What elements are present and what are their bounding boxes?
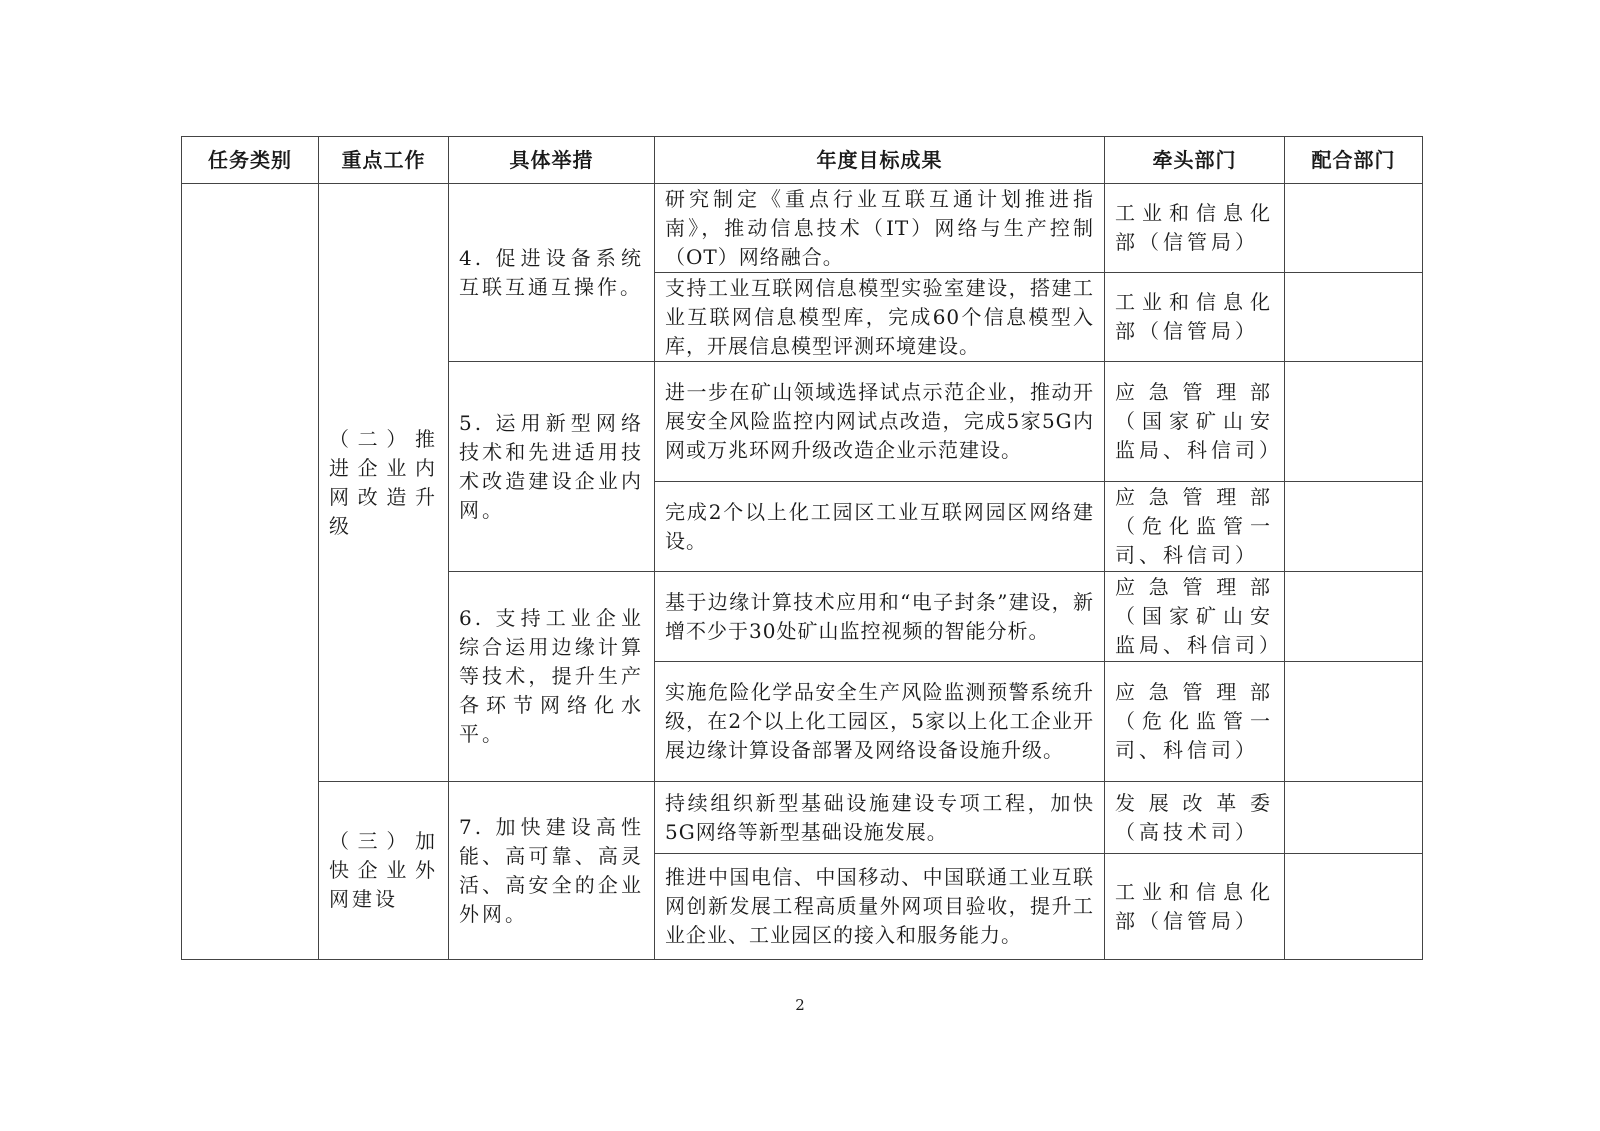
header-lead-dept: 牵头部门 bbox=[1105, 137, 1285, 184]
goal-cell: 持续组织新型基础设施建设专项工程，加快5G网络等新型基础设施发展。 bbox=[655, 782, 1105, 854]
header-coop-dept: 配合部门 bbox=[1285, 137, 1423, 184]
coop-dept-cell bbox=[1285, 184, 1423, 273]
coop-dept-cell bbox=[1285, 273, 1423, 362]
measure-cell: 5. 运用新型网络技术和先进适用技术改造建设企业内网。 bbox=[449, 362, 655, 572]
goal-cell: 进一步在矿山领域选择试点示范企业，推动开展安全风险监控内网试点改造，完成5家5G内网或万兆环网升级改造企业示范建设。 bbox=[655, 362, 1105, 482]
header-key-work: 重点工作 bbox=[319, 137, 449, 184]
key-work-cell: （三）加快企业外网建设 bbox=[319, 782, 449, 960]
header-category: 任务类别 bbox=[182, 137, 319, 184]
lead-dept-cell: 工业和信息化部（信管局） bbox=[1105, 184, 1285, 273]
coop-dept-cell bbox=[1285, 572, 1423, 662]
lead-dept-cell: 应急管理部（国家矿山安监局、科信司） bbox=[1105, 362, 1285, 482]
lead-dept-cell: 发展改革委（高技术司） bbox=[1105, 782, 1285, 854]
goal-cell: 基于边缘计算技术应用和“电子封条”建设，新增不少于30处矿山监控视频的智能分析。 bbox=[655, 572, 1105, 662]
page-number: 2 bbox=[795, 996, 805, 1014]
coop-dept-cell bbox=[1285, 662, 1423, 782]
lead-dept-cell: 应急管理部（危化监管一司、科信司） bbox=[1105, 482, 1285, 572]
lead-dept-cell: 应急管理部（危化监管一司、科信司） bbox=[1105, 662, 1285, 782]
lead-dept-cell: 工业和信息化部（信管局） bbox=[1105, 273, 1285, 362]
task-table bbox=[181, 136, 1423, 960]
table-row bbox=[182, 184, 1423, 273]
header-measure: 具体举措 bbox=[449, 137, 655, 184]
header-goal: 年度目标成果 bbox=[655, 137, 1105, 184]
goal-cell: 支持工业互联网信息模型实验室建设，搭建工业互联网信息模型库，完成60个信息模型入库，开展信息模型评测环境建设。 bbox=[655, 273, 1105, 362]
goal-cell: 研究制定《重点行业互联互通计划推进指南》，推动信息技术（IT）网络与生产控制（OT）网络融合。 bbox=[655, 184, 1105, 273]
goal-cell: 推进中国电信、中国移动、中国联通工业互联网创新发展工程高质量外网项目验收，提升工业企业、工业园区的接入和服务能力。 bbox=[655, 854, 1105, 960]
goal-cell: 实施危险化学品安全生产风险监测预警系统升级，在2个以上化工园区，5家以上化工企业开展边缘计算设备部署及网络设备设施升级。 bbox=[655, 662, 1105, 782]
measure-cell: 7. 加快建设高性能、高可靠、高灵活、高安全的企业外网。 bbox=[449, 782, 655, 960]
header-row bbox=[182, 137, 1423, 184]
measure-cell: 4. 促进设备系统互联互通互操作。 bbox=[449, 184, 655, 362]
lead-dept-cell: 工业和信息化部（信管局） bbox=[1105, 854, 1285, 960]
goal-cell: 完成2个以上化工园区工业互联网园区网络建设。 bbox=[655, 482, 1105, 572]
measure-cell: 6. 支持工业企业综合运用边缘计算等技术，提升生产各环节网络化水平。 bbox=[449, 572, 655, 782]
lead-dept-cell: 应急管理部（国家矿山安监局、科信司） bbox=[1105, 572, 1285, 662]
coop-dept-cell bbox=[1285, 362, 1423, 482]
coop-dept-cell bbox=[1285, 782, 1423, 854]
key-work-cell: （二）推进企业内网改造升级 bbox=[319, 184, 449, 782]
table-row bbox=[182, 782, 1423, 854]
coop-dept-cell bbox=[1285, 482, 1423, 572]
coop-dept-cell bbox=[1285, 854, 1423, 960]
category-cell bbox=[182, 184, 319, 960]
